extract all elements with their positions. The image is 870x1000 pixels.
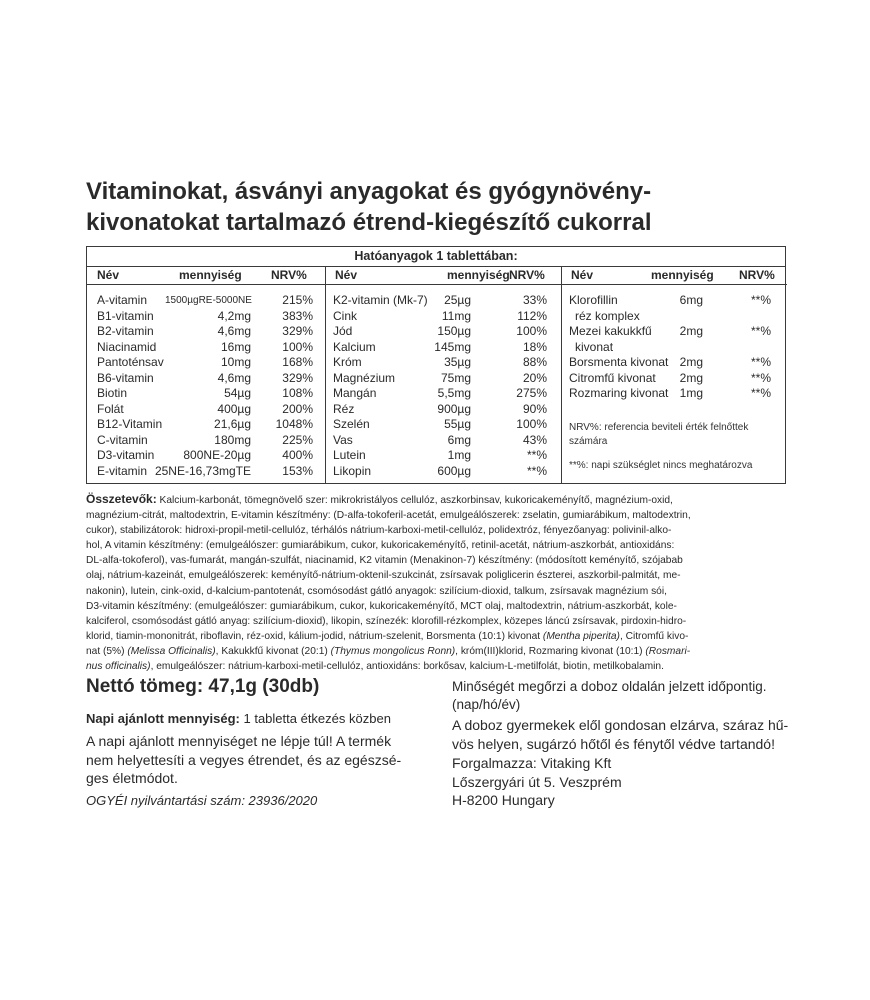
nutrient-name: B1-vitamin [97,308,154,323]
ingredients-line: cukor), stabilizátorok: hidroxi-propil-metil-cellulóz, térhálós nátrium-karboxi-metil-cellulóz, polidextróz, fényezőanyag: polivinil-alko- [86,525,672,537]
table-row [561,293,785,309]
nutrient-nrv: **% [750,386,771,400]
nutrient-amount: 2mg [679,324,703,338]
warning-line: ges életmódot. [86,770,178,786]
nutrient-amount: 10mg [220,355,251,369]
nutrient-name: B6-vitamin [97,370,154,385]
nutrient-nrv: 225% [282,432,313,447]
nutrient-nrv: 100% [282,339,313,354]
latin-name: (Mentha piperita) [542,630,620,642]
nutrient-amount: 1mg [679,386,703,400]
table-row [325,417,561,433]
nutrient-amount: 1mg [447,448,471,462]
nutrient-name: Mezei kakukkfű [569,324,652,338]
nutrient-amount: 25µg [444,293,471,307]
table-row [87,448,325,464]
nrv-note-line-2: számára [569,436,608,447]
nutrient-name: C-vitamin [97,432,148,447]
col1-header-name: Név [97,268,120,282]
nutrient-name: Rozmaring kivonat [569,386,669,400]
table-row [87,340,325,356]
nutrient-amount: 21,6µg [214,417,251,431]
col3-header-amount: mennyiség [651,268,714,282]
nutrient-nrv: 90% [522,401,547,416]
ingredients-line: Kalcium-karbonát, tömegnövelő szer: mikrokristályos cellulóz, aszkorbinsav, kukoricakeményítő, magnézium-oxid, [156,495,673,506]
nutrient-amount: 400µg [217,401,251,416]
col1-header-nrv: NRV% [271,268,307,282]
ingredients-line [86,629,786,644]
latin-name: (Melissa Officinalis) [127,645,216,657]
storage-instructions [452,716,797,753]
nutrient-name: Niacinamid [97,339,157,354]
table-row [87,293,325,309]
table-row [561,324,785,340]
nutrient-nrv: 329% [282,370,313,385]
nutrient-name: B12-Vitamin [97,417,163,431]
nutrient-amount: 1500µgRE-5000NE [165,295,252,306]
ingredients-text: nat (5%) [86,645,128,657]
table-row [325,340,561,356]
col3-header-nrv: NRV% [739,268,775,282]
ingredients-text: , króm(III)klorid, Rozmaring kivonat (10:1) [455,645,646,657]
ingredients-text: , Citromfű kivo- [619,630,689,642]
table-row [325,309,561,325]
nutrient-nrv: 108% [282,386,313,400]
nutrient-name: Vas [333,432,353,447]
nutrient-name: A-vitamin [97,293,148,307]
latin-name: (Rosmari- [645,645,691,657]
table-row [325,433,561,449]
nutrient-nrv: **% [526,463,547,478]
nutrient-nrv: 1048% [275,417,313,431]
nutrient-name: Biotin [97,386,128,400]
storage-line: vös helyen, sugárzó hőtől és fénytől védve tartandó! [452,735,775,752]
nutrient-name: Kalcium [333,339,376,354]
best-before-line: (nap/hó/év) [452,696,521,712]
nutrient-nrv: 18% [522,339,547,354]
nutrient-amount: 35µg [444,355,471,369]
table-row [87,433,325,449]
table-row [325,324,561,340]
nutrient-name: D3-vitamin [97,448,155,462]
ingredients-label: Összetevők: [86,492,157,506]
table-row [87,355,325,371]
nutrient-amount: 4,2mg [217,308,251,323]
storage-line: A doboz gyermekek elől gondosan elzárva, száraz hű- [452,717,789,733]
nutrient-name: Folát [97,401,124,416]
table-row [561,355,785,371]
nutrient-name: Cink [333,308,358,323]
active-ingredients-table [86,246,786,484]
daily-dose-label: Napi ajánlott mennyiség: [86,711,240,726]
col2-header-amount: mennyiség [447,268,510,282]
ingredients-list [86,492,786,674]
nutrient-amount: 150µg [437,324,471,338]
nutrient-column-1 [87,293,325,479]
nutrient-nrv: 100% [516,417,547,431]
nutrient-name: Lutein [333,448,366,462]
nutrient-amount: 900µg [437,401,471,416]
warning-line: A napi ajánlott mennyiséget ne lépje túl! A termék [86,733,392,749]
daily-dose-text: 1 tabletta étkezés közben [239,711,391,726]
ingredients-line: kalciferol, csomósodást gátló anyag: szilícium-dioxid), likopin, színezék: klorofill-rézkomplex, közepes láncú zsírsavak, pirdoxin-hidro- [86,615,687,627]
title-line-2: kivonatokat tartalmazó étrend-kiegészítő cukorral [86,209,652,236]
col2-header-nrv: NRV% [509,268,545,282]
nutrient-name: Szelén [333,417,370,431]
nutrient-amount: 800NE-20µg [183,448,251,462]
ingredients-line: magnézium-citrát, maltodextrin, E-vitamin készítmény: (D-alfa-tokoferil-acetát, emulgeálószerek: zselatin, gumiarábikum, maltodextrin, [86,510,691,522]
nutrient-name: K2-vitamin (Mk-7) [333,293,428,307]
page-title [86,176,806,238]
table-row [561,309,785,325]
nutrient-name: Borsmenta kivonat [569,355,669,369]
table-row [325,371,561,387]
nutrient-column-2 [325,293,561,479]
nutrient-nrv: 329% [282,324,313,338]
nutrient-amount: 6mg [679,293,703,307]
nutrient-amount: 11mg [441,308,471,323]
ingredients-line [86,659,786,674]
nutrient-nrv: **% [526,448,547,462]
table-row [87,464,325,480]
net-weight: Nettó tömeg: 47,1g (30db) [86,676,320,697]
ingredients-text: , Kakukkfű kivonat (20:1) [215,645,331,657]
nutrient-amount: 2mg [679,355,703,369]
nutrient-nrv: 168% [282,355,313,369]
nutrient-amount: 54µg [224,386,251,400]
table-row [325,386,561,402]
nutrient-name: Réz [333,401,355,416]
nutrient-nrv: 400% [282,448,313,462]
warning-line: nem helyettesíti a vegyes étrendet, és az egészsé- [86,751,402,768]
nutrient-amount: 16mg [220,339,251,354]
nutrient-name: Pantoténsav [97,355,164,369]
ingredients-line [86,644,786,659]
nutrient-name: Jód [333,324,353,338]
nutrient-nrv: 43% [522,432,547,447]
table-header-row [87,267,787,285]
nutrient-name: E-vitamin [97,463,148,478]
nutrient-nrv: 112% [517,308,547,323]
distributor-line: H-8200 Hungary [452,792,555,808]
table-row [87,309,325,325]
daily-dose [86,710,436,728]
star-note: **%: napi szükséglet nincs meghatározva [569,460,753,471]
nutrient-amount: 75mg [440,370,471,385]
ingredients-line: olaj, nátrium-kazeinát, emulgeálószerek: keményítő-nátrium-oktenil-szukcinát, zsírsavak poliglicerin észterei, aszkorbil-palmitát, me- [86,570,681,582]
table-row [325,402,561,418]
nutrient-nrv: 20% [522,370,547,385]
nutrient-name: Króm [333,355,362,369]
table-row [87,324,325,340]
table-row [561,386,785,402]
nutrient-amount: 4,6mg [217,370,251,385]
nutrient-name: Mangán [333,386,377,400]
nutrient-nrv: 33% [522,293,547,307]
nutrient-amount: 4,6mg [217,324,251,338]
nutrient-name-cont: kivonat [575,339,614,354]
nutrient-column-3 [561,293,785,402]
latin-name: (Thymus mongolicus Ronn) [330,645,456,657]
registration-number: OGYÉI nyilvántartási szám: 23936/2020 [86,793,318,808]
nutrient-amount: 2mg [679,370,703,385]
best-before-line: Minőségét megőrzi a doboz oldalán jelzett időpontig. [452,679,767,694]
ingredients-line: hol, A vitamin készítmény: (emulgeálószer: gumiarábikum, cukor, kukoricakeményítő, retinil-acetát, nátrium-aszkorbát, antioxidáns: [86,540,675,552]
ingredients-text: klorid, tiamin-mononitrát, riboflavin, réz-oxid, kálium-jodid, nátrium-szelenit, Borsmenta (10:1) kivonat [86,630,543,642]
dose-warning [86,732,436,788]
nutrient-name: Klorofillin [569,293,618,307]
table-row [325,293,561,309]
table-row [325,448,561,464]
nutrient-name: Magnézium [333,370,396,385]
ingredients-line: DL-alfa-tokoferol), vas-fumarát, mangán-szulfát, niacinamid, K2 vitamin (Menakinon-7) készítmény: (módosított keményítő, szójabab [86,555,683,567]
ingredients-line: nakonin), lutein, cink-oxid, d-kalcium-pantotenát, csomósodást gátló anyagok: szilícium-dioxid, talkum, zsírsavak magnézium sói, [86,585,667,597]
latin-name: nus officinalis) [86,661,151,673]
ingredients-line: D3-vitamin készítmény: (emulgeálószer: gumiarábikum, cukor, kukoricakeményítő, MCT olaj, maltodextrin, nátrium-aszkorbát, kole- [86,600,677,612]
title-line-1: Vitaminokat, ásványi anyagokat és gyógynövény- [86,178,652,205]
nrv-note-line-1: NRV%: referencia beviteli érték felnőttek [569,422,749,433]
nutrient-nrv: 383% [282,308,313,323]
table-row [325,355,561,371]
nutrient-name-cont: réz komplex [575,308,640,323]
nutrient-amount: 180mg [214,432,251,447]
table-heading: Hatóanyagok 1 tablettában: [87,247,785,267]
col3-header-name: Név [571,268,594,282]
nutrient-nrv: 215% [282,293,313,307]
nutrient-name: Citromfű kivonat [569,370,656,385]
distributor-line: Forgalmazza: Vitaking Kft [452,755,612,771]
nutrient-nrv: 88% [522,355,547,369]
nutrient-nrv: **% [750,370,771,385]
nutrient-name: B2-vitamin [97,324,154,338]
table-row [87,417,325,433]
nutrient-nrv: 100% [516,324,547,338]
col2-header-name: Név [335,268,358,282]
nutrient-amount: 6mg [447,432,471,447]
table-row [561,340,785,356]
nutrient-amount: 5,5mg [437,386,471,400]
nutrient-amount: 55µg [444,417,471,431]
nutrient-nrv: **% [750,355,771,369]
nutrient-amount: 600µg [437,463,471,478]
nutrient-amount: 145mg [434,339,471,354]
table-row [87,402,325,418]
table-row [325,464,561,480]
nutrient-nrv: 153% [282,463,313,478]
table-row [561,371,785,387]
table-row [87,386,325,402]
distributor-line: Lőszergyári út 5. Veszprém [452,773,622,790]
nutrient-nrv: 200% [282,401,313,416]
nutrient-nrv: 275% [516,386,547,400]
table-row [87,371,325,387]
distributor [452,754,797,810]
col1-header-amount: mennyiség [179,268,242,282]
nutrient-nrv: **% [750,293,771,307]
nutrient-name: Likopin [333,463,372,478]
nutrient-amount: 25NE-16,73mgTE [154,463,251,478]
ingredients-text: , emulgeálószer: nátrium-karboxi-metil-cellulóz, antioxidáns: borkősav, kalcium-L-metilfolát, biotin, metilkobalamin. [150,661,664,673]
best-before [452,678,797,713]
nrv-note [569,421,748,449]
nutrient-nrv: **% [750,324,771,338]
